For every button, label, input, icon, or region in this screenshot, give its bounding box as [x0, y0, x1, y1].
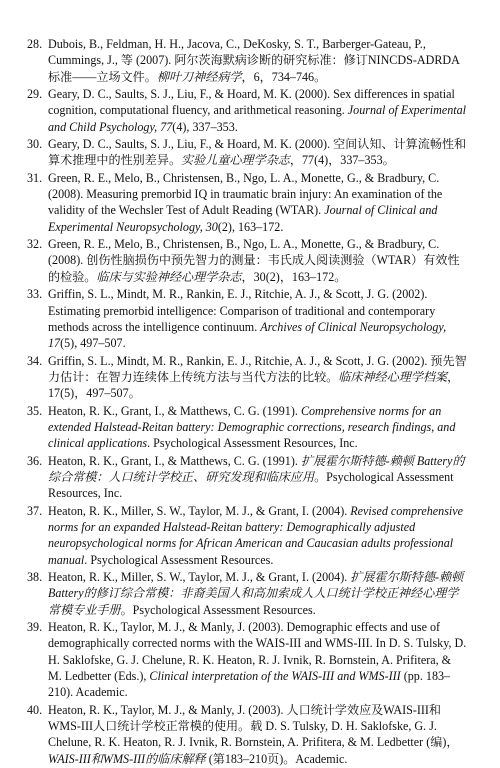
reference-entry [27, 702, 467, 767]
reference-entry [27, 136, 467, 169]
reference-title-italic: 扩展霍尔斯特德-赖顿 Battery的修订综合常模：非裔美国人和高加索成人人口统计学校正神经心理学常模专业手册 [48, 570, 464, 617]
reference-text-segment: (5), 497–507. [60, 336, 126, 351]
reference-text-segment: 。Psychological Assessment Resources. [120, 602, 316, 617]
reference-title-italic: 实验儿童心理学杂志 [181, 153, 290, 168]
reference-text-segment: (pp. 183–210). Academic. [48, 669, 451, 700]
reference-number: 32. [27, 237, 43, 252]
reference-number: 31. [27, 170, 43, 185]
reference-text [48, 171, 442, 234]
reference-number: 38. [27, 570, 43, 584]
reference-entry [27, 36, 467, 85]
reference-number: 34. [27, 353, 43, 368]
reference-title-italic: Journal of Clinical and Experimental Neuropsychology, 30 [48, 203, 438, 234]
reference-text [48, 287, 446, 350]
reference-text-segment: (第183–210页)。Academic. [205, 751, 348, 766]
reference-text [48, 504, 463, 567]
reference-title-italic: 柳叶刀神经病学 [156, 69, 242, 84]
reference-text-segment: ，77(4)，337–353。 [289, 153, 395, 168]
reference-text-segment: Geary, D. C., Saults, S. J., Liu, F., & Hoard, M. K. (2000). Sex differences in spatial cognition, computational fluency, and arithmetical reasoning. [48, 87, 455, 118]
reference-entry [27, 353, 467, 402]
reference-text [48, 620, 466, 699]
reference-text-segment: Heaton, R. K., Taylor, M. J., & Manly, J. (2003). Demographic effects and use of demographically corrected norms with the WAIS-III and WMS-III. In D. S. Tulsky, D. H. Saklofske, G. J. Chelune, R. K. Heaton, R. J. Ivnik, R. Bornstein, A. Prifitera, & M. Ledbetter (Eds.), [48, 620, 467, 684]
reference-number: 37. [27, 503, 43, 518]
reference-text [48, 454, 465, 501]
reference-entry [27, 453, 467, 502]
reference-text [48, 570, 463, 617]
reference-entry [27, 403, 467, 452]
reference-number: 36. [27, 453, 43, 468]
reference-text [48, 37, 460, 84]
reference-number: 39. [27, 620, 43, 635]
reference-number: 33. [27, 287, 43, 302]
reference-text [48, 404, 455, 451]
reference-text-segment: . Psychological Assessment Resources. [84, 552, 274, 567]
reference-number: 35. [27, 403, 43, 418]
reference-text [48, 354, 467, 401]
reference-number: 28. [27, 37, 43, 51]
reference-text-segment: Heaton, R. K., Taylor, M. J., & Manly, J. (2003). 人口统计学效应及WAIS-III和WMS-III人口统计学校正常模的使用。载 D. S. Tulsky, D. H. Saklofske, G. J. Chelune, R. K. Heaton, R. J. Ivnik, R. Bornstein, A. Prifitera, & M. Ledbetter (编)， [48, 702, 459, 750]
reference-entry [27, 286, 467, 351]
reference-text-segment: Green, R. E., Melo, B., Christensen, B., Ngo, L. A., Monette, G., & Bradbury, C. (2008). 创伤性脑损伤中预先智力的测量：韦氏成人阅读测验（WTAR）有效性的检验。 [48, 237, 460, 284]
reference-title-italic: Journal of Experimental and Child Psychology, 77 [48, 103, 467, 134]
reference-number: 29. [27, 87, 43, 102]
reference-title-italic: 临床与实验神经心理学杂志 [96, 269, 242, 284]
reference-text-segment: Griffin, S. L., Mindt, M. R., Rankin, E. J., Ritchie, A. J., & Scott, J. G. (2002). Estimating premorbid intelligence: Comparison of traditional and contemporary methods across the intelligence continuum. [48, 287, 436, 334]
reference-number: 30. [27, 137, 43, 152]
reference-text-segment: Heaton, R. K., Miller, S. W., Taylor, M. J., & Grant, I. (2004). [48, 503, 351, 518]
reference-text-segment: 。Psychological Assessment Resources, Inc. [48, 469, 454, 501]
reference-text [48, 137, 466, 167]
reference-text [48, 237, 460, 284]
reference-text-segment: ，6，734–746。 [241, 69, 327, 84]
reference-text-segment: ，17(5)，497–507。 [48, 369, 460, 401]
reference-page [27, 36, 467, 768]
reference-text-segment: Dubois, B., Feldman, H. H., Jacova, C., DeKosky, S. T., Barberger-Gateau, P., Cummings, J., 等 (2007). 阿尔茨海默病诊断的研究标准：修订NINCDS-ADRDA标准——立场文件。 [48, 37, 460, 84]
reference-text-segment: Geary, D. C., Saults, S. J., Liu, F., & Hoard, M. K. (2000). 空间认知、计算流畅性和算术推理中的性别差异。 [48, 137, 467, 168]
reference-entry [27, 170, 467, 235]
reference-number: 40. [27, 702, 43, 717]
reference-title-italic: Comprehensive norms for an extended Halstead-Reitan battery: Demographic corrections, research findings, and clinical applications [48, 403, 456, 451]
reference-text-segment: (4), 337–353. [172, 119, 238, 134]
reference-title-italic: Clinical interpretation of the WAIS-III and WMS-III [149, 669, 401, 684]
reference-entry [27, 619, 467, 701]
reference-title-italic: Archives of Clinical Neuropsychology, 17 [48, 319, 447, 351]
reference-title-italic: WAIS-III和WMS-III的临床解释 [48, 751, 206, 766]
reference-text-segment: Green, R. E., Melo, B., Christensen, B., Ngo, L. A., Monette, G., & Bradbury, C. (2008). Measuring premorbid IQ in traumatic brain injury: An examination of the validity of the Wechsler Test of Adult Reading (WTAR). [48, 170, 443, 218]
reference-text [48, 703, 458, 766]
reference-text-segment: (2), 163–172. [217, 219, 284, 234]
reference-text-segment: ，30(2)，163–172。 [241, 269, 347, 284]
reference-title-italic: 临床神经心理学档案 [338, 369, 448, 384]
reference-text-segment: Heaton, R. K., Grant, I., & Matthews, C. G. (1991). [48, 403, 301, 418]
reference-entry [27, 236, 467, 285]
reference-text-segment: Heaton, R. K., Miller, S. W., Taylor, M. J., & Grant, I. (2004). [48, 570, 351, 584]
reference-text-segment: Griffin, S. L., Mindt, M. R., Rankin, E. J., Ritchie, A. J., & Scott, J. G. (2002). 预先智力估计：在智力连续体上传统方法与当代方法的比较。 [48, 353, 467, 384]
reference-title-italic: 扩展霍尔斯特德-赖顿 Battery的综合常模：人口统计学校正、研究发现和临床应用 [48, 453, 465, 484]
reference-text-segment: Heaton, R. K., Grant, I., & Matthews, C. G. (1991). [48, 453, 301, 468]
reference-entry [27, 86, 467, 135]
reference-entry [27, 503, 467, 568]
reference-text-segment: . Psychological Assessment Resources, Inc. [147, 436, 358, 451]
reference-entry [27, 569, 467, 618]
reference-title-italic: Revised comprehensive norms for an expanded Halstead-Reitan battery: Demographically adjusted neuropsychological norms for African American and Caucasian adults professional manual [48, 503, 464, 567]
reference-list [27, 36, 467, 767]
reference-text [48, 87, 466, 134]
